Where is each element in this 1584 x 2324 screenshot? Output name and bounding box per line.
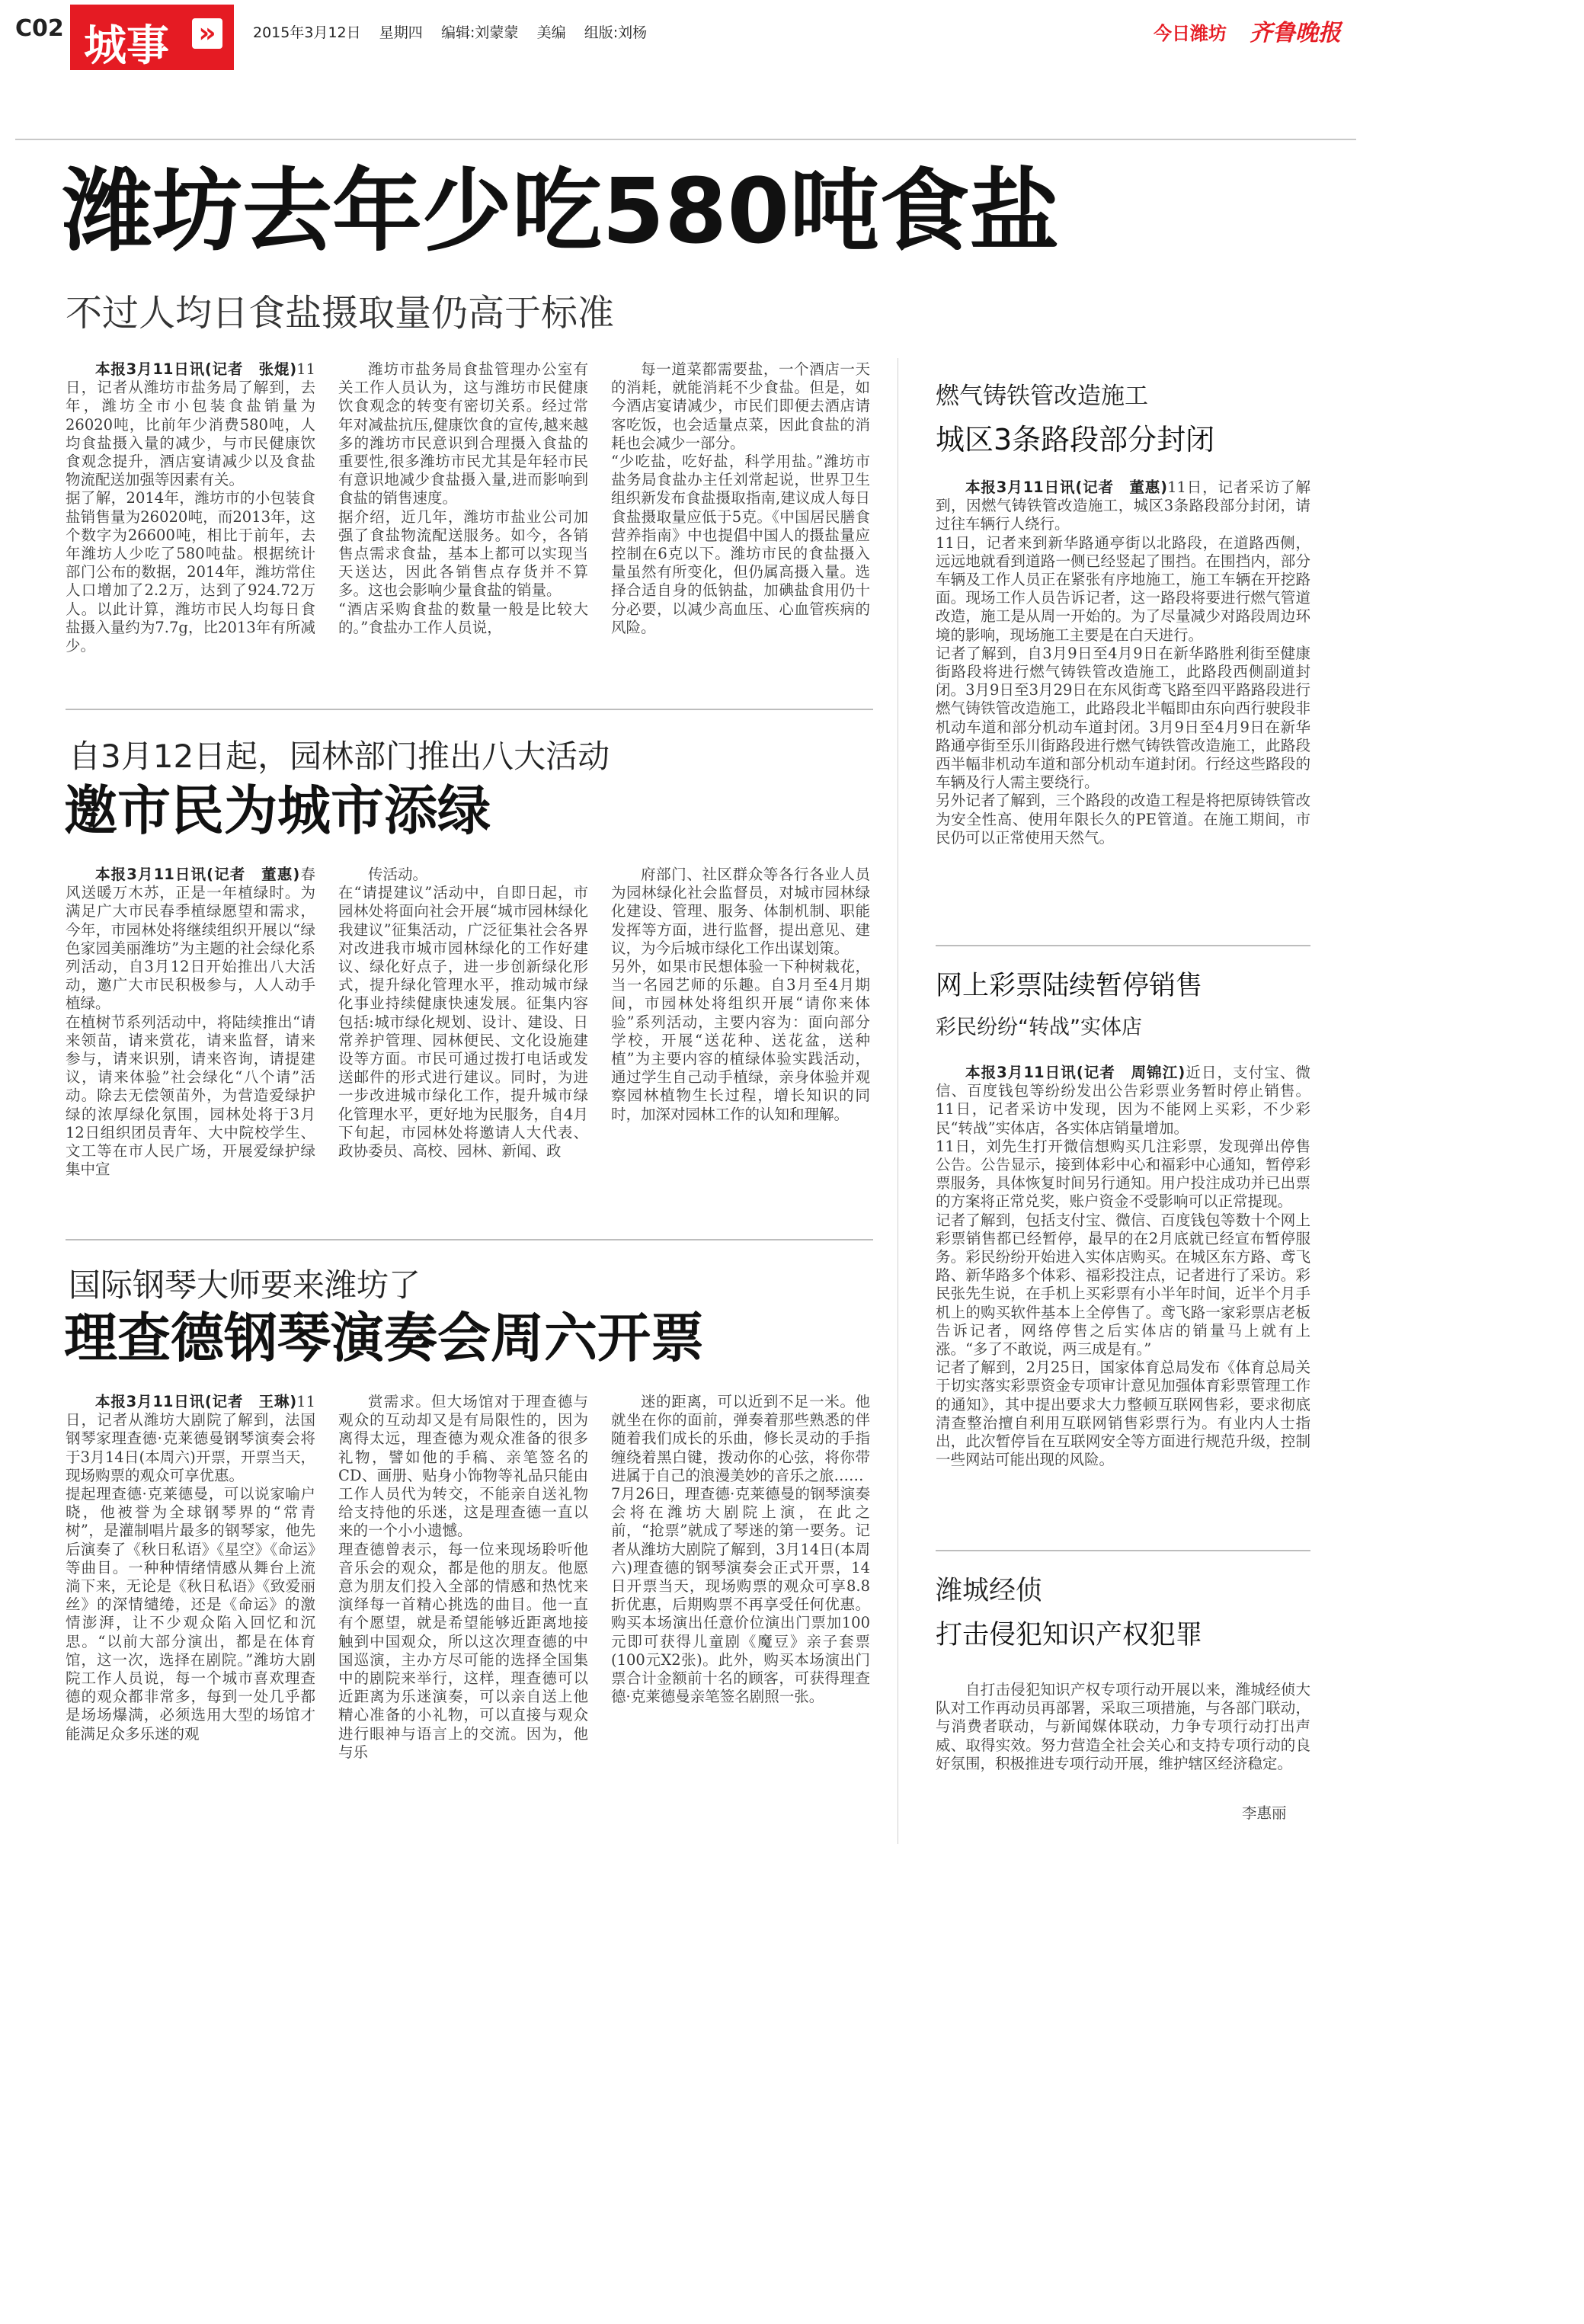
- garden-headline: 邀市民为城市添绿: [64, 779, 491, 842]
- garden-col-2: [338, 866, 588, 1227]
- layout-credit: 组版:刘杨: [584, 24, 648, 41]
- piano-col-3: [611, 1393, 870, 1827]
- chevron-right-icon: »: [192, 18, 222, 49]
- issue-weekday: 星期四: [379, 24, 423, 41]
- garden-col-2-text: 传活动。 在“请提建议”活动中，自即日起，市园林处将面向社会开展“城市园林绿化我建议”征集活动，广泛征集社会各界对改进我市城市园林绿化的工作好建议、绿化好点子，进一步创新绿化形式，提升绿化管理水平，推动城市绿化事业持续健康快速发展。征集内容包括:城市绿化规划、设计、建设、日常养护管理、园林便民、文化设施建设等方面。市民可通过拨打电话或发送邮件的形式进行建议。同时，为进一步改进城市绿化工作，提升城市绿化管理水平，更好地为民服务，自4月下旬起，市园林处将邀请人大代表、政协委员、高校、园林、新闻、政: [338, 866, 588, 1160]
- paper-logo: 齐鲁晚报: [1250, 20, 1341, 46]
- piano-col-1: [66, 1393, 315, 1827]
- garden-kicker: 自3月12日起，园林部门推出八大活动: [69, 738, 610, 775]
- section-badge: [70, 5, 234, 70]
- editor-credit: 编辑:刘蒙蒙: [440, 24, 519, 41]
- lead-headline: 潍坊去年少吃580吨食盐: [62, 158, 1060, 264]
- section-name: 城事: [84, 21, 169, 71]
- lead-col-2: [338, 360, 588, 696]
- lead-byline: 本报3月11日讯(记者 张焜): [95, 360, 297, 378]
- police-kicker: 潍城经侦: [936, 1576, 1043, 1606]
- piano-col-1-text: 11日，记者从潍坊大剧院了解到，法国钢琴家理查德·克莱德曼钢琴演奏会将于3月14日(本周六)开票，开票当天，现场购票的观众可享优惠。 提起理查德·克莱德曼，可以说家喻户晓，他被誉为全球钢琴界的“常青树”，是灌制唱片最多的钢琴家，他先后演奏了《秋日私语》《星空》《命运》等曲目。一种种情绪情感从舞台上流淌下来，无论是《秋日私语》《致爱丽丝》的深情缱绻，还是《命运》的激情澎湃，让不少观众陷入回忆和沉思。“以前大部分演出，都是在体育馆，这一次，选择在剧院。”潍坊大剧院工作人员说，每一个城市喜欢理查德的观众都非常多，每到一处几乎都是场场爆满，必须选用大型的场馆才能满足众多乐迷的观: [66, 1393, 315, 1743]
- garden-byline: 本报3月11日讯(记者 董惠): [95, 866, 300, 883]
- gas-text: 11日，记者采访了解到，因燃气铸铁管改造施工，城区3条路段部分封闭，请过往车辆行人绕行。 11日，记者来到新华路通亭街以北路段，在道路西侧，远远地就看到道路一侧已经竖起了围挡。在围挡内，部分车辆及工作人员正在紧张有序地施工，施工车辆在开挖路面。现场工作人员告诉记者，这一路段将要进行燃气管道改造，施工是从周一开始的。为了尽量减少对路段周边环境的影响，现场施工主要是在白天进行。 记者了解到，自3月9日至4月9日在新华路胜利街至健康街路段将进行燃气铸铁管改造施工，此路段西侧副道封闭。3月9日至3月29日在东风街鸢飞路至四平路路段进行燃气铸铁管改造施工，此路段北半幅即由东向西行驶段非机动车道和部分机动车道封闭。3月9日至4月9日在新华路通亭街至乐川街路段进行燃气铸铁管改造施工，此路段西半幅非机动车道和部分机动车道封闭。行经这些路段的车辆及行人需主要绕行。 另外记者了解到，三个路段的改造工程是将把原铸铁管改为安全性高、使用年限长久的PE管道。在施工期间，市民仍可以正常使用天然气。: [936, 479, 1310, 847]
- lead-col-1: [66, 360, 315, 696]
- lead-col-3: [611, 360, 870, 696]
- lottery-body: [936, 1064, 1310, 1530]
- page-code: C02: [15, 15, 64, 42]
- piano-col-2: [338, 1393, 588, 1827]
- gas-headline: 城区3条路段部分封闭: [936, 423, 1215, 456]
- gas-body: [936, 479, 1310, 925]
- lottery-headline: 网上彩票陆续暂停销售: [936, 971, 1203, 1001]
- column-name: 今日潍坊: [1154, 23, 1227, 44]
- lead-col-3-text: 每一道菜都需要盐，一个酒店一天的消耗，就能消耗不少食盐。但是，如今酒店宴请减少，市民们即便去酒店请客吃饭，也会适量点菜，因此食盐的消耗也会减少一部分。 “少吃盐，吃好盐，科学用盐。”潍坊市盐务局食盐办主任刘常起说，世界卫生组织新发布食盐摄取指南,建议成人每日食盐摄取量应低于5克。《中国居民膳食营养指南》中也提倡中国人的摄盐量应控制在6克以下。潍坊市民的食盐摄入量虽然有所变化，但仍属高摄入量。选择合适自身的低钠盐，加碘盐食用仍十分必要，以减少高血压、心血管疾病的风险。: [611, 360, 870, 636]
- lottery-divider: [936, 1550, 1310, 1551]
- lottery-byline: 本报3月11日讯(记者 周锦江): [965, 1064, 1186, 1081]
- piano-byline: 本报3月11日讯(记者 王琳): [95, 1393, 297, 1410]
- gas-kicker: 燃气铸铁管改造施工: [936, 383, 1148, 410]
- police-headline: 打击侵犯知识产权犯罪: [936, 1620, 1203, 1650]
- piano-kicker: 国际钢琴大师要来潍坊了: [69, 1266, 421, 1304]
- garden-col-3: [611, 866, 870, 1227]
- lottery-subhead: 彩民纷纷“转战”实体店: [936, 1016, 1142, 1039]
- lottery-text: 近日，支付宝、微信、百度钱包等纷纷发出公告彩票业务暂时停止销售。11日，记者采访中发现，因为不能网上买彩，不少彩民“转战”实体店，各实体店销量增加。 11日，刘先生打开微信想购买几注彩票，发现弹出停售公告。公告显示，接到体彩中心和福彩中心通知，暂停彩票服务，具体恢复时间另行通知。用户投注成功并已出票的方案将正常兑奖，账户资金不受影响可以正常提现。 记者了解到，包括支付宝、微信、百度钱包等数十个网上彩票销售都已经暂停，最早的在2月底就已经宣布暂停服务。彩民纷纷开始进入实体店购买。在城区东方路、鸢飞路、新华路多个体彩、福彩投注点，记者进行了采访。彩民张先生说，在手机上买彩票有小半年时间，近半个月手机上的购买软件基本上全停售了。鸢飞路一家彩票店老板告诉记者，网络停售之后实体店的销量马上就有上涨。“多了不敢说，两三成是有。” 记者了解到，2月25日，国家体育总局发布《体育总局关于切实落实彩票资金专项审计意见加强体育彩票管理工作的通知》，其中提出要求大力整顿互联网售彩，要求彻底清查整治擅自利用互联网销售彩票行为。有业内人士指出，此次暂停旨在互联网安全等方面进行规范升级，控制一些网站可能出现的风险。: [936, 1064, 1310, 1469]
- police-body: [936, 1681, 1310, 1800]
- lead-subhead: 不过人均日食盐摄取量仍高于标准: [66, 292, 615, 335]
- issue-date: 2015年3月12日: [253, 24, 361, 41]
- masthead-divider: [15, 139, 1356, 140]
- piano-col-3-text: 迷的距离，可以近到不足一米。他就坐在你的面前，弹奏着那些熟悉的伴随着我们成长的乐曲，修长灵动的手指缠绕着黑白键，拨动你的心弦，将你带进属于自己的浪漫美妙的音乐之旅…… 7月26日，理查德·克莱德曼的钢琴演奏会将在潍坊大剧院上演，在此之前，“抢票”就成了琴迷的第一要务。记者从潍坊大剧院了解到，3月14日(本周六)理查德的钢琴演奏会正式开票，14日开票当天，现场购票的观众可享8.8折优惠，后期购票不再享受任何优惠。购买本场演出任意价位演出门票加100元即可获得儿童剧《魔豆》亲子套票(100元X2张)。此外，购买本场演出门票合计金额前十名的顾客，可获得理查德·克莱德曼亲笔签名剧照一张。: [611, 1393, 870, 1706]
- lead-col-1-text: 11日，记者从潍坊市盐务局了解到，去年，潍坊全市小包装食盐销量为26020吨，比前年少消费580吨，人均食盐摄入量的减少，与市民健康饮食观念提升，酒店宴请减少以及食盐物流配送加强等因素有关。 据了解，2014年，潍坊市的小包装食盐销售量为26020吨，而2013年，这个数字为26600吨，相比于前年，去年潍坊人少吃了580吨盐。根据统计部门公布的数据，2014年，潍坊常住人口增加了2.2万，达到了924.72万人。以此计算，潍坊市民人均每日食盐摄入量约为7.7g，比2013年有所减少。: [66, 360, 315, 655]
- piano-headline: 理查德钢琴演奏会周六开票: [64, 1307, 704, 1369]
- police-text: 自打击侵犯知识产权专项行动开展以来，潍城经侦大队对工作再动员再部署，采取三项措施，与各部门联动，与消费者联动，与新闻媒体联动，力争专项行动打出声威、取得实效。努力营造全社会关心和支持专项行动的良好氛围，积极推进专项行动开展，维护辖区经济稳定。: [936, 1681, 1310, 1772]
- gas-divider: [936, 945, 1310, 946]
- police-signature: 李惠丽: [1242, 1804, 1287, 1822]
- lead-divider: [66, 709, 873, 710]
- gas-byline: 本报3月11日讯(记者 董惠): [965, 479, 1168, 496]
- garden-divider: [66, 1239, 873, 1240]
- lead-col-2-text: 潍坊市盐务局食盐管理办公室有关工作人员认为，这与潍坊市民健康饮食观念的转变有密切关系。经过常年对减盐抗压,健康饮食的宣传,越来越多的潍坊市民意识到合理摄入食盐的重要性,很多潍坊市民尤其是年轻市民有意识地减少食盐摄入量,进而影响到食盐的销售速度。 据介绍，近几年，潍坊市盐业公司加强了食盐物流配送服务。如今，各销售点需求食盐，基本上都可以实现当天送达，因此各销售点存货并不算多。这也会影响少量食盐的销量。 “酒店采购食盐的数量一般是比较大的。”食盐办工作人员说，: [338, 360, 588, 636]
- garden-col-1: [66, 866, 315, 1227]
- piano-col-2-text: 赏需求。但大场馆对于理查德与观众的互动却又是有局限性的，因为离得太远，理查德为观众准备的很多礼物，譬如他的手稿、亲笔签名的CD、画册、贴身小饰物等礼品只能由工作人员代为转交，不能亲自送礼物给支持他的乐迷，这是理查德一直以来的一个小小遗憾。 理查德曾表示，每一位来现场聆听他音乐会的观众，都是他的朋友。他愿意为朋友们投入全部的情感和热忱来演绎每一首精心挑选的曲目。他一直有个愿望，就是希望能够近距离地接触到中国观众，所以这次理查德的中国巡演，主办方尽可能的选择全国集中的剧院来举行，这样，理查德可以近距离为乐迷演奏，可以亲自送上他精心准备的小礼物，可以直接与观众进行眼神与语言上的交流。因为，他与乐: [338, 1393, 588, 1761]
- masthead-info: [253, 21, 647, 42]
- garden-col-3-text: 府部门、社区群众等各行各业人员为园林绿化社会监督员，对城市园林绿化建设、管理、服务、体制机制、职能发挥等方面，进行监督，提出意见、建议，为今后城市绿化工作出谋划策。 另外，如果市民想体验一下种树栽花，当一名园艺师的乐趣。自3月至4月期间，市园林处将组织开展“请你来体验”系列活动，主要内容为：面向部分学校，开展“送花种、送花盆，送种植”为主要内容的植绿体验实践活动，通过学生自己动手植绿，亲身体验并观察园林植物生长过程，增长知识的同时，加深对园林工作的认知和理解。: [611, 866, 870, 1123]
- garden-col-1-text: 春风送暖万木苏，正是一年植绿时。为满足广大市民春季植绿愿望和需求，今年，市园林处将继续组织开展以“绿色家园美丽潍坊”为主题的社会绿化系列活动，自3月12日开始推出八大活动，邀广大市民积极参与，人人动手植绿。 在植树节系列活动中，将陆续推出“请来领苗，请来赏花，请来监督，请来参与，请来识别，请来咨询，请提建议，请来体验”社会绿化“八个请”活动。除去无偿领苗外，为营造爱绿护绿的浓厚绿化氛围，园林处将于3月12日组织团员青年、大中院校学生、文工等在市人民广场，开展爱绿护绿集中宣: [66, 866, 315, 1179]
- art-credit: 美编: [536, 24, 566, 41]
